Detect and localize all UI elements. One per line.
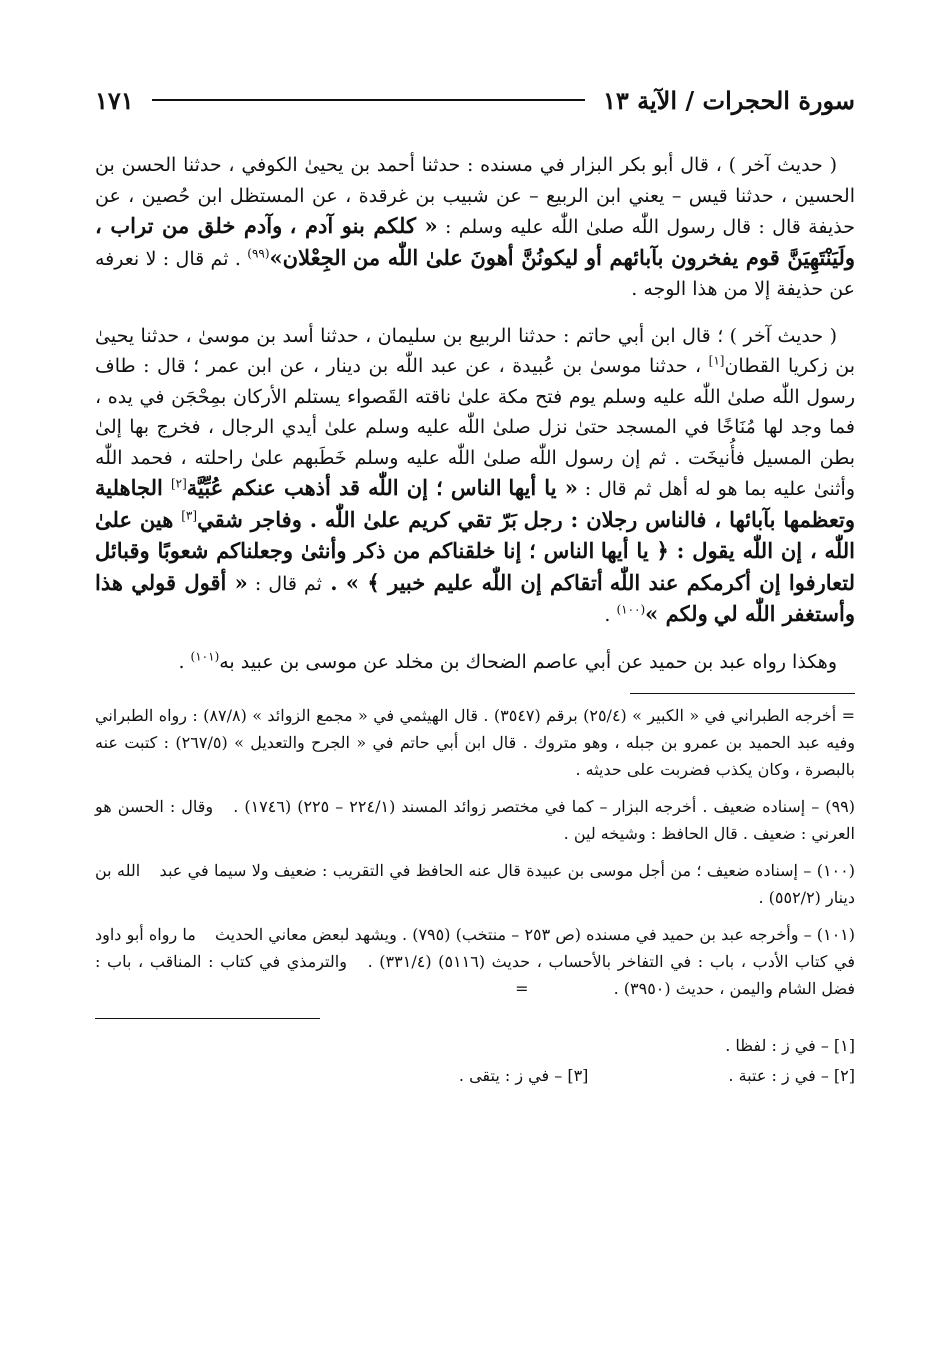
variant-ref[interactable]: [٢] — [170, 476, 187, 491]
paragraph-hadith-bazzar — [95, 150, 855, 305]
footnote-line: = أخرجه الطبراني في « الكبير » (٢٥/٤) برقم (٣٥٤٧) . قال الهيثمي في « مجمع الزوائد » (٨٧/٨) : — [192, 706, 856, 725]
footnote-line: (٢٦٧/٥) : كتبت عنه بالبصرة ، وكان يكذب فضربت على حديثه . — [95, 733, 855, 779]
text-line: عليه وسلم خَطَبهم علىٰ راحلته ، فحمد اللّٰه وأثنىٰ عليه بما هو له أهل ثم قال : — [95, 446, 856, 500]
text-line: . — [604, 604, 617, 626]
paragraph-hadith-ibn-abi-hatim — [95, 321, 855, 631]
text-line: يستلم الأركان بمِحْجَن في يده ، فما وجد لها مُنَاخًا في المسجد حتىٰ نزل صلىٰ اللّٰه عليه — [95, 385, 855, 438]
main-text — [95, 150, 855, 677]
footnote-ref[interactable]: (١٠٠) — [616, 602, 646, 617]
hadith-text: هين علىٰ اللّٰه ، إن اللّٰه يقول : ﴿ يا أيها — [95, 506, 855, 563]
book-page — [95, 80, 855, 1091]
hadith-text: بَرّ تقي كريم علىٰ اللّٰه . وفاجر شقي — [197, 506, 517, 532]
footnote-continuation — [95, 702, 855, 783]
text-line: ، حدثنا موسىٰ بن عُبيدة ، عن عبد اللّٰه بن دينار ، عن — [279, 355, 709, 377]
variant-ref[interactable]: [٣] — [181, 508, 198, 523]
variant-note-2: [٢] – في ز : عتبة . — [728, 1066, 855, 1085]
hadith-text: « أقول قولي هذا وأستغفر اللّٰه لي — [95, 569, 855, 626]
running-header — [95, 80, 855, 120]
text-line: . — [178, 650, 191, 673]
hadith-text: ولكم » — [645, 601, 708, 626]
paragraph-abd-bin-humaid — [95, 647, 855, 678]
text-line: ( حديث آخر ) ؛ قال ابن أبي حاتم : حدثنا الربيع بن سليمان ، حدثنا أسد بن موسىٰ ، — [185, 324, 837, 347]
text-line: ثم قال : — [247, 572, 322, 595]
text-line: وهكذا رواه عبد بن حميد عن أبي عاصم الضحاك بن مخلد عن موسى بن عبيد — [240, 650, 837, 673]
hadith-text: الجاهلية وتعظمها بآبائها ، فالناس رجلان : رجل — [95, 475, 855, 532]
page-number: ١٧١ — [95, 85, 134, 115]
text-line: ابن حُصين ، عن حذيفة قال : قال رسول اللّٰه صلىٰ اللّٰه عليه وسلم : — [95, 184, 855, 238]
footnote-line: (٩٩) – إسناده ضعيف . أخرجه البزار – كما في مختصر زوائد المسند (٢٢٤/١ – ٢٢٥) (١٧٤٦) . — [233, 797, 855, 816]
quran-text: أتقاكم إن اللّٰه عليم خبير ﴾ » . — [321, 569, 603, 595]
footnote-line: وقال : الحسن هو العرني : ضعيف . قال الحافظ : وشيخه لين . — [95, 797, 855, 843]
continuation-mark: = — [515, 979, 529, 998]
text-line: حدثنا يحيىٰ بن زكريا القطان — [95, 324, 855, 377]
footnote-ref[interactable]: (١٠١) — [190, 649, 220, 664]
footnote-line: الله بن دينار (٥٥٢/٢) . — [95, 861, 855, 907]
header-rule — [152, 99, 585, 101]
footnote-line: (١٠٠) – إسناده ضعيف ؛ من أجل موسى بن عبيدة قال عنه الحافظ في التقريب : ضعيف ولا سيما في عبد — [159, 861, 855, 880]
variant-note-3: [٣] – في ز : يتقى . — [458, 1066, 589, 1085]
text-line: الحسن بن الحسين ، حدثنا قيس – يعني ابن الربيع – عن شبيب بن غرقدة ، عن المستظل — [95, 154, 856, 207]
manuscript-variants — [95, 1031, 855, 1091]
footnotes-separator — [630, 693, 855, 694]
footnote-ref[interactable]: (٩٩) — [247, 246, 270, 261]
quran-text: الناس ؛ إنا خلقناكم من ذكر وأنثىٰ وجعلناكم شعوبًا وقبائل لتعارفوا إن أكرمكم عند اللّٰه — [95, 538, 856, 595]
footnote-line: ما رواه أبو داود في كتاب الأدب ، باب : في التفاخر بالأحساب ، حديث (٥١١٦) (٣٣١/٤) . — [95, 925, 856, 971]
variants-separator — [95, 1018, 320, 1019]
footnote-line: رواه الطبراني وفيه عبد الحميد بن عمرو بن جبله ، وهو متروك . قال ابن أبي حاتم في « الجرح والتعديل » — [95, 706, 855, 752]
hadith-text: الناس ؛ إن اللّٰه قد أذهب عنكم عُبِّيَّة — [186, 475, 502, 500]
text-line: ابن عمر ؛ قال : طاف رسول اللّٰه صلىٰ اللّٰه عليه وسلم يوم فتح مكة علىٰ ناقته القَصواء — [95, 355, 855, 408]
hadith-text: « يا أيها — [508, 475, 578, 500]
footnote-99 — [95, 793, 855, 847]
hadith-text: وآدم خلق من تراب ، ولَيَنْتَهِيَنَّ قوم يفخرون بآبائهم أو ليكونُنَّ أهونَ علىٰ اللّٰه من — [95, 213, 855, 270]
variant-note-1: [١] – في ز : لفظا . — [725, 1036, 855, 1055]
variant-row — [95, 1061, 855, 1091]
footnote-line: (١٠١) – وأخرجه عبد بن حميد في مسنده (ص ٢٥٣ – منتخب) (٧٩٥) . ويشهد لبعض معاني الحديث — [214, 925, 856, 944]
hadith-text: الجِعْلان» — [269, 244, 347, 270]
text-line: . ثم قال : لا نعرفه عن حذيفة إلا من هذا الوجه . — [95, 247, 855, 300]
text-line: وسلم علىٰ أيدي الرجال ، فخرج بها إلىٰ بطن المسيل فأُنيخَت . ثم إن رسول اللّٰه صلىٰ اللّٰه — [95, 416, 855, 469]
footnotes — [95, 702, 855, 1002]
hadith-text: « كلكم بنو آدم ، — [289, 213, 438, 238]
text-line: به — [219, 650, 235, 673]
footnote-101 — [95, 921, 855, 1002]
footnote-100 — [95, 857, 855, 911]
running-title: سورة الحجرات / الآية ١٣ — [602, 85, 855, 115]
footnote-line: والترمذي في كتاب : المناقب ، باب : فضل الشام واليمن ، حديث (٣٩٥٠) . — [95, 952, 855, 998]
variant-ref[interactable]: [١] — [708, 353, 725, 368]
text-line: ( حديث آخر ) ، قال أبو بكر البزار في مسنده : حدثنا أحمد بن يحيىٰ الكوفي ، حدثنا — [183, 154, 837, 176]
